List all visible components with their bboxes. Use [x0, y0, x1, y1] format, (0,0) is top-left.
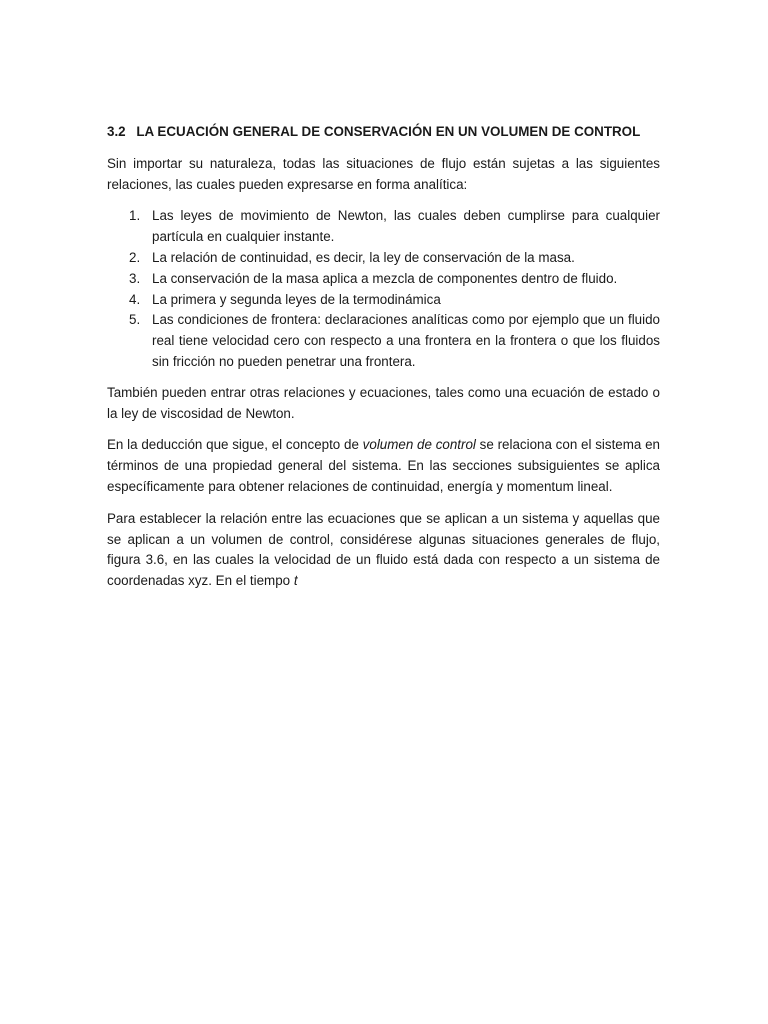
- list-item-text: La relación de continuidad, es decir, la ley de conservación de la masa.: [152, 249, 575, 265]
- document-page: [107, 122, 660, 603]
- section-number: 3.2: [107, 124, 126, 139]
- relation-paragraph: [107, 509, 660, 592]
- relation-text: Para establecer la relación entre las ecuaciones que se aplican a un sistema y aquellas que se aplican a un volumen de control, considérese algunas situaciones generales de flujo, figura 3.6, en las cuales la velocidad de un fluido está dada con respecto a un sistema de coordenadas xyz. En el tiempo: [107, 510, 660, 589]
- list-item: [107, 269, 660, 290]
- deduction-paragraph: [107, 435, 660, 497]
- list-item-text: Las leyes de movimiento de Newton, las cuales deben cumplirse para cualquier partícula en cualquier instante.: [152, 208, 660, 245]
- list-item-text: La primera y segunda leyes de la termodinámica: [152, 291, 441, 307]
- list-item: [107, 206, 660, 248]
- list-item: [107, 248, 660, 269]
- list-marker: 5.: [129, 312, 141, 328]
- deduction-text-after: se relaciona con el sistema en términos de una propiedad general del sistema. En las secciones subsiguientes se aplica específicamente para obtener relaciones de continuidad, energía y momentum lineal.: [107, 437, 660, 494]
- list-marker: 4.: [129, 291, 141, 307]
- deduction-text-before: En la deducción que sigue, el concepto de: [107, 437, 363, 453]
- control-volume-emphasis: volumen de control: [362, 437, 476, 453]
- list-item: [107, 310, 660, 372]
- list-item: [107, 290, 660, 311]
- list-item-text: La conservación de la masa aplica a mezcla de componentes dentro de fluido.: [152, 270, 618, 286]
- intro-paragraph: Sin importar su naturaleza, todas las situaciones de flujo están sujetas a las siguientes relaciones, las cuales pueden expresarse en forma analítica:: [107, 155, 660, 192]
- other-relations-paragraph: También pueden entrar otras relaciones y ecuaciones, tales como una ecuación de estado o la ley de viscosidad de Newton.: [107, 384, 660, 421]
- list-marker: 3.: [129, 270, 141, 286]
- list-item-text: Las condiciones de frontera: declaraciones analíticas como por ejemplo que un fluido real tiene velocidad cero con respecto a una frontera en la frontera o que los fluidos sin fricción no pueden penetrar una frontera.: [152, 312, 660, 369]
- time-variable-emphasis: t: [293, 573, 298, 589]
- section-heading: [107, 122, 660, 143]
- list-marker: 2.: [129, 249, 141, 265]
- section-title: LA ECUACIÓN GENERAL DE CONSERVACIÓN EN UN VOLUMEN DE CONTROL: [136, 124, 641, 139]
- list-marker: 1.: [129, 208, 141, 224]
- relations-list: [107, 206, 660, 372]
